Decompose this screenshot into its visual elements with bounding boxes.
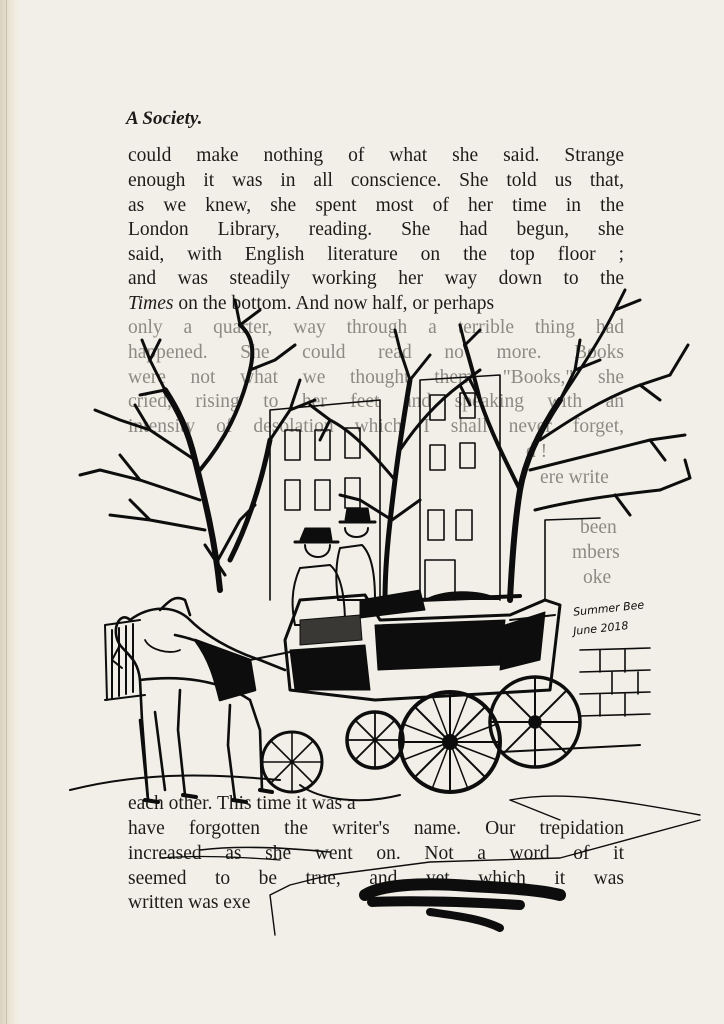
text-line: each other. This time it was a	[128, 793, 356, 814]
carriage	[285, 590, 560, 700]
text-fragment: d !	[526, 441, 548, 462]
horses	[112, 598, 300, 802]
brick-wall	[580, 648, 650, 716]
text-line: as we knew, she spent most of her time in the	[128, 195, 624, 216]
faded-line: cried, rising to her feet and speaking with an	[128, 391, 624, 412]
ground	[70, 745, 640, 800]
tree-left	[80, 300, 315, 590]
faded-line: were not what we thought them. "Books," she	[128, 367, 624, 388]
wheel-far	[490, 677, 580, 767]
wheel-front-small	[262, 732, 322, 792]
text-line: said, with English literature on the top floor ;	[128, 244, 624, 265]
wheel-rear	[400, 692, 500, 792]
faded-line: only a quarter, way through a terrible thing had	[128, 317, 624, 338]
text-line: and was steadily working her way down to the	[128, 268, 624, 289]
text-line: written was exe	[128, 892, 251, 913]
text-fragment: ere write	[540, 467, 609, 488]
text-line: have forgotten the writer's name. Our trepidation	[128, 818, 624, 839]
text-fragment: oke	[583, 567, 612, 588]
tree-right	[460, 290, 690, 600]
text-line: could make nothing of what she said. Strange	[128, 145, 624, 166]
signature-name: Summer Bee	[572, 598, 645, 619]
wheel-front	[347, 712, 403, 768]
italic-times: Times	[128, 293, 174, 314]
times-line-rest: on the bottom. And now half, or perhaps	[173, 293, 495, 314]
railing	[105, 620, 145, 700]
text-line: enough it was in all conscience. She told us that,	[128, 170, 624, 191]
text-fragment: been	[580, 517, 617, 538]
faded-line: happened. She could read no more. Books	[128, 342, 624, 363]
text-line: seemed to be true, and yet which it was	[128, 868, 624, 889]
running-head: A Society.	[126, 108, 203, 129]
text-fragment: mbers	[572, 542, 620, 563]
text-line: London Library, reading. She had begun, she	[128, 219, 624, 240]
faded-line: intensity of desolation which I shall never forget,	[128, 416, 624, 437]
marker-strokes	[160, 796, 700, 935]
text-line: increased as she went on. Not a word of it	[128, 843, 624, 864]
signature-date: June 2018	[572, 619, 630, 638]
